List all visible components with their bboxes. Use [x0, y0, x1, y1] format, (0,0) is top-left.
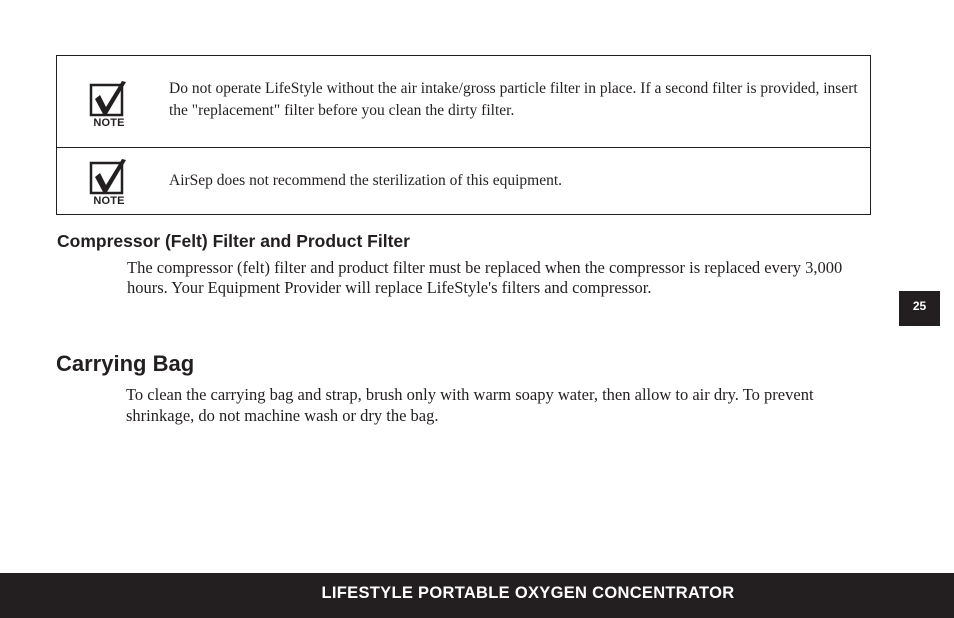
note-label: NOTE	[93, 195, 125, 207]
section-heading-compressor-filter: Compressor (Felt) Filter and Product Filter	[57, 231, 410, 251]
note-icon-group	[89, 79, 129, 129]
note-icon-group	[89, 157, 129, 207]
section-body-compressor-filter: The compressor (felt) filter and product filter must be replaced when the compressor is replaced every 3,000 hours. Your Equipment Provider will replace LifeStyle's filters and compressor.	[127, 258, 843, 297]
page-number: 25	[899, 291, 940, 326]
note-text: Do not operate LifeStyle without the air intake/gross particle filter in place. If a second filter is provided, insert the "replacement" filter before you clean the dirty filter.	[169, 80, 858, 119]
notes-table	[56, 55, 871, 215]
section-body-carrying-bag: To clean the carrying bag and strap, brush only with warm soapy water, then allow to air dry. To prevent shrinkage, do not machine wash or dry the bag.	[126, 385, 814, 425]
footer-title: LIFESTYLE PORTABLE OXYGEN CONCENTRATOR	[321, 584, 735, 602]
footer-bar	[0, 573, 954, 618]
note-row	[57, 56, 870, 148]
note-row	[57, 148, 870, 214]
section-heading-carrying-bag: Carrying Bag	[56, 351, 195, 376]
checkbox-check-icon	[89, 157, 129, 195]
checkbox-check-icon	[89, 79, 129, 117]
note-text: AirSep does not recommend the sterilization of this equipment.	[169, 172, 563, 189]
note-label: NOTE	[93, 117, 125, 129]
